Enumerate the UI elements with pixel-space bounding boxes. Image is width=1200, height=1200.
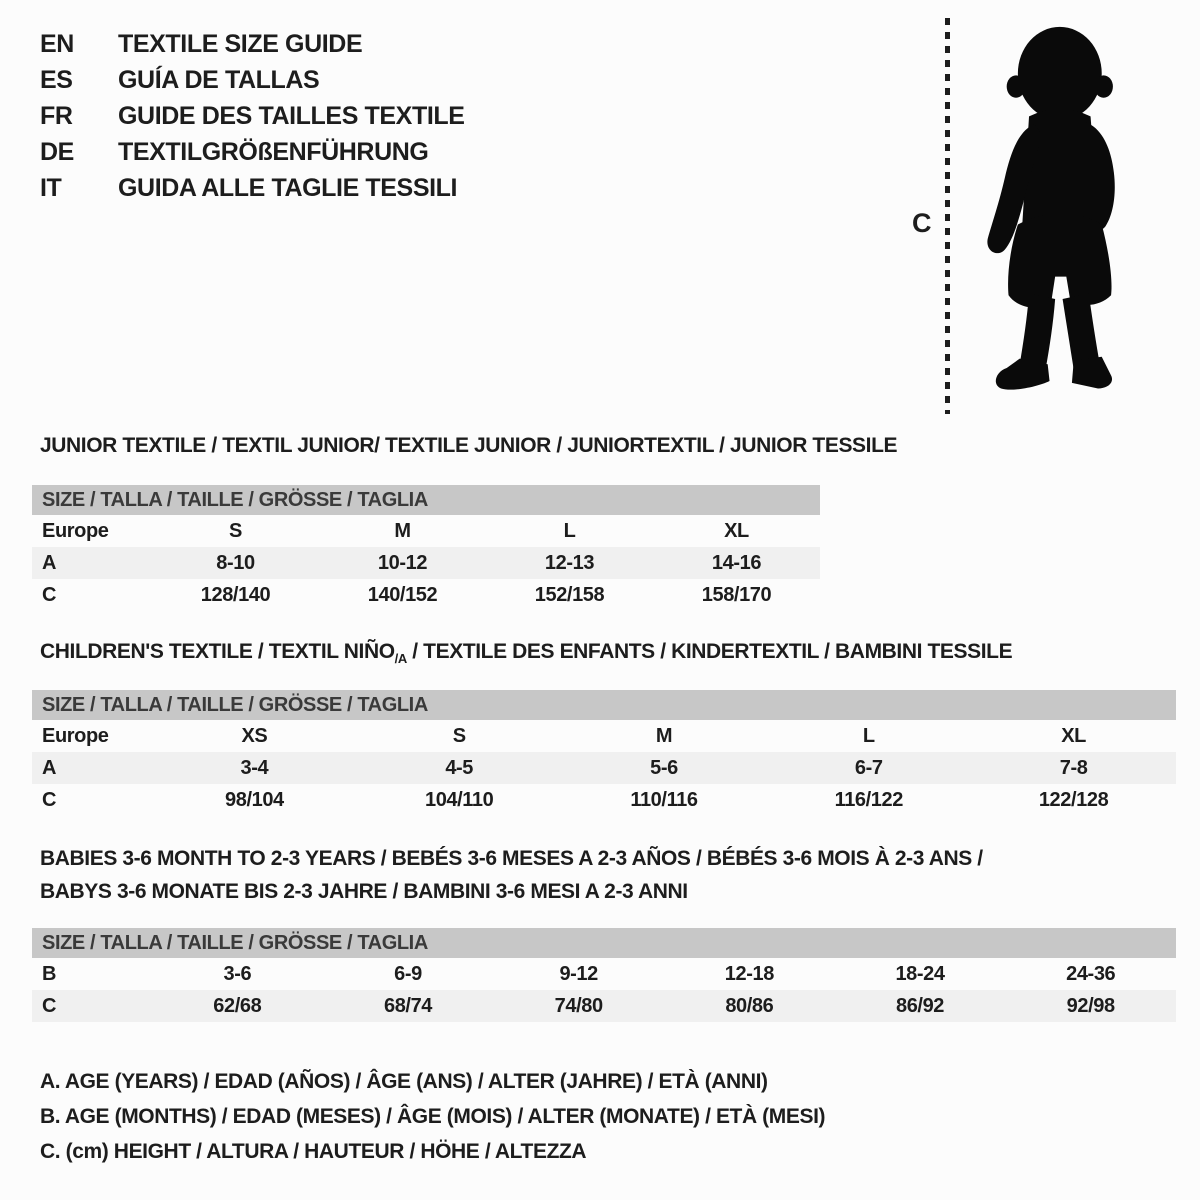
value-cell: 152/158 [534, 583, 605, 606]
lang-code: EN [40, 30, 74, 58]
value-cell: 98/104 [225, 788, 284, 811]
toddler-silhouette-image [962, 12, 1152, 422]
value-cell: 18-24 [895, 962, 945, 985]
row-label: B [42, 962, 57, 985]
lang-row-en [40, 26, 465, 62]
region-label: Europe [42, 519, 109, 542]
value-cell: 14-16 [711, 551, 762, 574]
value-cell: 5-6 [650, 756, 678, 779]
size-cell: M [655, 724, 673, 747]
size-cell: XL [1061, 724, 1086, 747]
value-cell: 80/86 [725, 994, 774, 1017]
lang-label: TEXTILGRÖßENFÜHRUNG [118, 138, 429, 166]
value-cell: 7-8 [1059, 756, 1088, 779]
row-label: C [42, 583, 57, 606]
lang-row-es [40, 62, 465, 98]
value-cell: 10-12 [377, 551, 428, 574]
size-header-label: SIZE / TALLA / TAILLE / GRÖSSE / TAGLIA [42, 693, 428, 716]
value-cell: 116/122 [834, 788, 903, 811]
value-cell: 86/92 [895, 994, 945, 1017]
value-cell: 12-13 [544, 551, 595, 574]
value-cell: 24-36 [1066, 962, 1116, 985]
value-cell: 3-6 [223, 962, 252, 985]
legend-line-height: C. (cm) HEIGHT / ALTURA / HAUTEUR / HÖHE / ALTEZZA [40, 1140, 587, 1163]
table-row-age [32, 752, 1176, 784]
table-row-height [32, 579, 820, 611]
children-size-table [32, 690, 1176, 816]
legend-line-age-months: B. AGE (MONTHS) / EDAD (MESES) / ÂGE (MOIS) / ALTER (MONATE) / ETÀ (MESI) [40, 1105, 826, 1128]
value-cell: 6-9 [394, 962, 422, 985]
babies-table-title-line1: BABIES 3-6 MONTH TO 2-3 YEARS / BEBÉS 3-6 MESES A 2-3 AÑOS / BÉBÉS 3-6 MOIS À 2-3 ANS / [40, 847, 983, 870]
value-cell: 74/80 [554, 994, 603, 1017]
size-header-bar [32, 690, 1176, 720]
region-label: Europe [42, 724, 109, 747]
table-row-age [32, 547, 820, 579]
value-cell: 3-4 [240, 756, 269, 779]
table-row-height [32, 990, 1176, 1022]
size-header-bar [32, 485, 820, 515]
size-header-label: SIZE / TALLA / TAILLE / GRÖSSE / TAGLIA [42, 931, 428, 954]
lang-label: GUIDA ALLE TAGLIE TESSILI [118, 174, 458, 202]
babies-table-title-line2: BABYS 3-6 MONATE BIS 2-3 JAHRE / BAMBINI 3-6 MESI A 2-3 ANNI [40, 880, 688, 903]
row-label: C [42, 788, 57, 811]
language-title-list [40, 26, 465, 206]
height-dashed-line [945, 18, 950, 414]
children-table-title [40, 640, 1012, 666]
size-cell: L [563, 519, 576, 542]
lang-row-it [40, 170, 465, 206]
sizes-row [32, 720, 1176, 752]
size-cell: M [394, 519, 411, 542]
value-cell: 158/170 [701, 583, 772, 606]
value-cell: 8-10 [216, 551, 255, 574]
size-cell: XS [241, 724, 268, 747]
junior-table-title: JUNIOR TEXTILE / TEXTIL JUNIOR/ TEXTILE JUNIOR / JUNIORTEXTIL / JUNIOR TESSILE [40, 434, 898, 457]
children-title-post: / TEXTILE DES ENFANTS / KINDERTEXTIL / BAMBINI TESSILE [406, 640, 1013, 663]
row-label: A [42, 756, 57, 779]
value-cell: 104/110 [424, 788, 494, 811]
lang-code: FR [40, 102, 73, 130]
size-header-label: SIZE / TALLA / TAILLE / GRÖSSE / TAGLIA [42, 488, 428, 511]
toddler-silhouette-icon [962, 12, 1152, 422]
value-cell: 92/98 [1066, 994, 1115, 1017]
value-cell: 62/68 [213, 994, 262, 1017]
size-cell: S [452, 724, 466, 747]
size-header-bar [32, 928, 1176, 958]
value-cell: 110/116 [630, 788, 698, 811]
lang-row-fr [40, 98, 465, 134]
lang-label: TEXTILE SIZE GUIDE [118, 30, 363, 58]
value-cell: 9-12 [559, 962, 598, 985]
lang-label: GUÍA DE TALLAS [118, 66, 320, 94]
row-label: C [42, 994, 57, 1017]
value-cell: 12-18 [724, 962, 774, 985]
size-cell: S [229, 519, 242, 542]
size-cell: L [862, 724, 875, 747]
lang-code: DE [40, 138, 74, 166]
value-cell: 4-5 [445, 756, 474, 779]
value-cell: 6-7 [854, 756, 883, 779]
height-measure-label: C [912, 208, 932, 238]
junior-size-table [32, 485, 820, 611]
value-cell: 68/74 [383, 994, 433, 1017]
value-cell: 140/152 [367, 583, 438, 606]
row-label: A [42, 551, 57, 574]
value-cell: 122/128 [1038, 788, 1109, 811]
lang-code: ES [40, 66, 73, 94]
lang-row-de [40, 134, 465, 170]
sizes-row [32, 515, 820, 547]
size-cell: XL [724, 519, 749, 542]
children-title-sub: /A [394, 651, 407, 667]
lang-code: IT [40, 174, 62, 202]
table-row-months [32, 958, 1176, 990]
value-cell: 128/140 [200, 583, 271, 606]
children-title-pre: CHILDREN'S TEXTILE / TEXTIL NIÑO [40, 640, 395, 663]
lang-label: GUIDE DES TAILLES TEXTILE [118, 102, 465, 130]
legend-line-age-years: A. AGE (YEARS) / EDAD (AÑOS) / ÂGE (ANS) / ALTER (JAHRE) / ETÀ (ANNI) [40, 1070, 768, 1093]
table-row-height [32, 784, 1176, 816]
babies-size-table [32, 928, 1176, 1022]
